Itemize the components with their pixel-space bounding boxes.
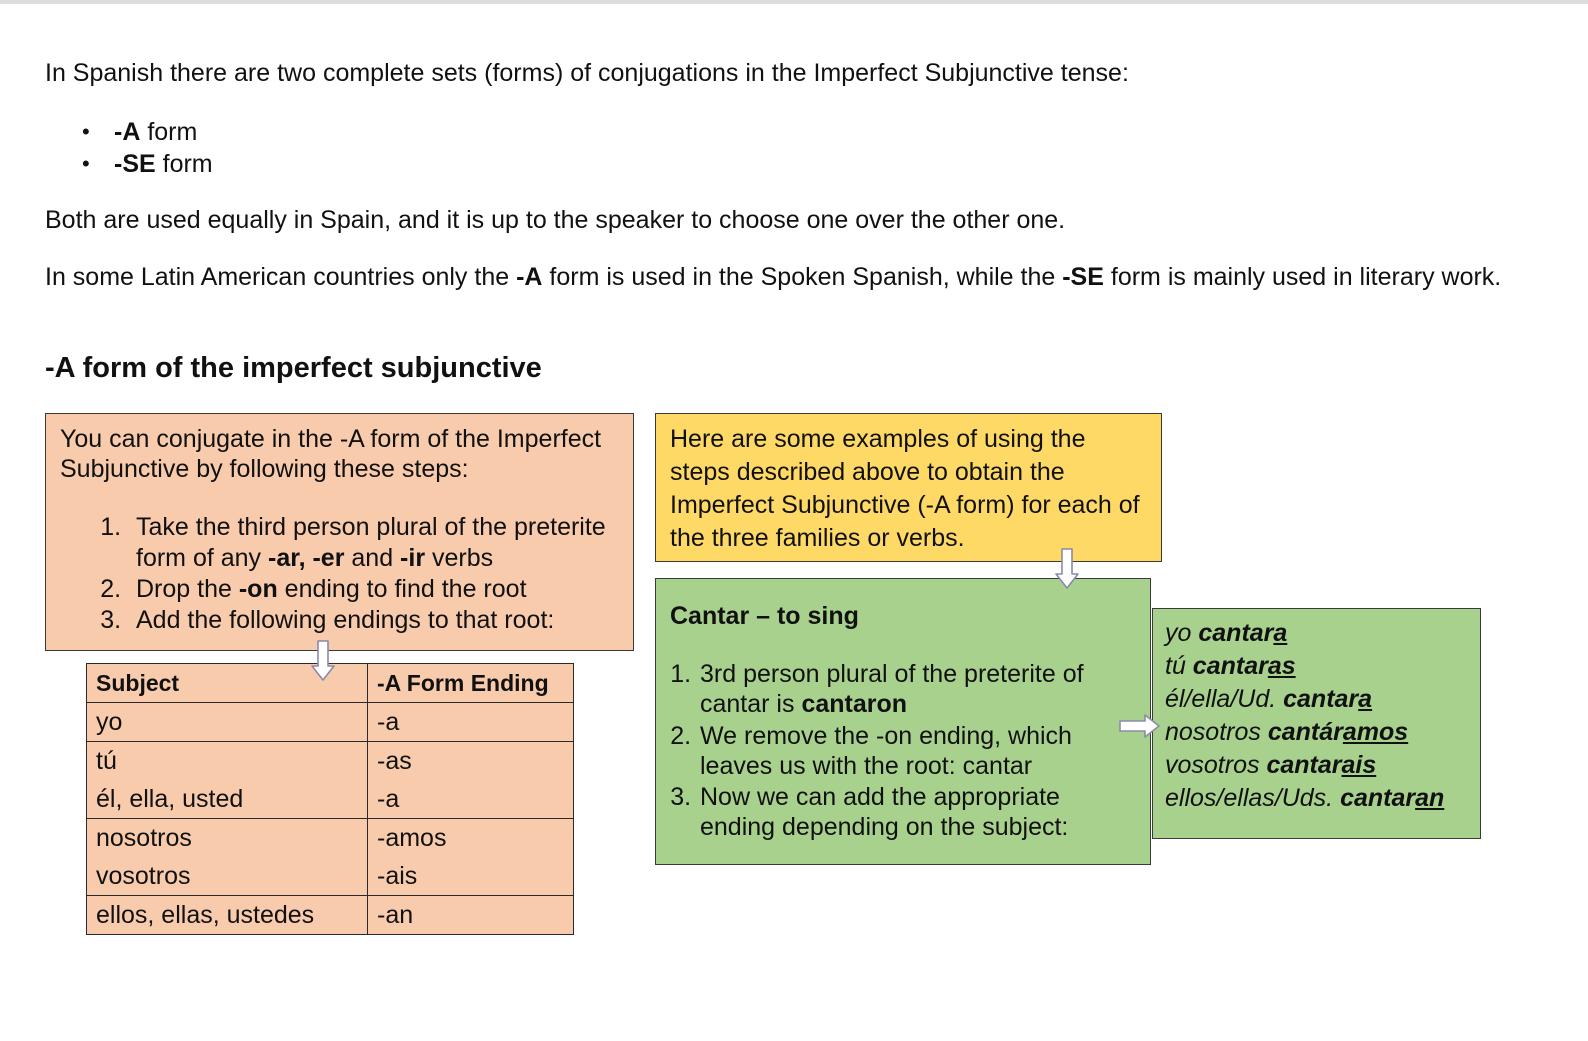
- subject-cell: tú: [87, 742, 368, 781]
- list-item: 2. We remove the -on ending, which leaves us with the root: cantar: [698, 721, 1136, 781]
- subject-cell: ellos, ellas, ustedes: [87, 896, 368, 935]
- subject-cell: yo: [87, 703, 368, 742]
- list-item: [698, 659, 1136, 719]
- conjugation-row: [1165, 617, 1468, 650]
- ending-cell: -as: [368, 742, 574, 781]
- text-run: Take the third person plural of the preterite form of any: [136, 513, 606, 572]
- cantar-title: Cantar – to sing: [670, 602, 859, 630]
- subject-cell: él, ella, usted: [87, 780, 368, 819]
- forms-list: [45, 116, 213, 180]
- pronoun: nosotros: [1165, 718, 1268, 746]
- list-item: 3. Now we can add the appropriate ending depending on the subject:: [698, 782, 1136, 842]
- spain-paragraph: Both are used equally in Spain, and it is up to the speaker to choose one over the other one.: [45, 206, 1066, 234]
- conjugation-row: [1165, 716, 1468, 749]
- verb-root: cantár: [1267, 718, 1343, 746]
- steps-intro: You can conjugate in the -A form of the Imperfect Subjunctive by following these steps:: [60, 425, 602, 483]
- endings-table: [86, 663, 574, 935]
- steps-box: [45, 413, 634, 651]
- verb-ending: as: [1267, 652, 1296, 680]
- ending-cell: -ais: [368, 857, 574, 896]
- text-run: 3rd person plural of the preterite of cantar is: [700, 660, 1084, 718]
- bullet-icon: •: [82, 151, 90, 176]
- text-run: Drop the: [136, 575, 239, 603]
- intro-paragraph: In Spanish there are two complete sets (forms) of conjugations in the Imperfect Subjunctive tense:: [45, 59, 1129, 87]
- cantar-steps: [670, 659, 1136, 842]
- conjugation-row: [1165, 650, 1468, 683]
- verb-ending: a: [1358, 685, 1373, 713]
- table-row: [87, 896, 574, 935]
- examples-text: Here are some examples of using the steps described above to obtain the Imperfect Subjunctive (-A form) for each of the three families or verbs.: [670, 425, 1140, 552]
- form-name: -A: [114, 118, 141, 146]
- subject-cell: nosotros: [87, 819, 368, 858]
- form-label: form: [140, 118, 198, 146]
- pronoun: tú: [1165, 652, 1193, 680]
- latam-paragraph: [45, 262, 1505, 293]
- ending-cell: -a: [368, 780, 574, 819]
- step-item: [128, 512, 619, 574]
- arrow-down-icon: [1054, 548, 1080, 590]
- text-bold: -on: [238, 575, 278, 603]
- verb-ending: amos: [1342, 718, 1409, 746]
- verb-root: cantar: [1283, 685, 1359, 713]
- verb-root: cantar: [1192, 652, 1268, 680]
- steps-list: [60, 512, 619, 636]
- ending-cell: -a: [368, 703, 574, 742]
- text-run: In some Latin American countries only the: [45, 263, 517, 291]
- text-bold: -A: [516, 263, 543, 291]
- text-bold: -SE: [1062, 263, 1104, 291]
- bullet-icon: •: [82, 119, 90, 144]
- list-item: [45, 148, 213, 180]
- text-run: ending to find the root: [277, 575, 527, 603]
- text-run: form is mainly used in literary work.: [1103, 263, 1502, 291]
- pronoun: él/ella/Ud.: [1165, 685, 1284, 713]
- text-bold: cantaron: [801, 690, 908, 718]
- form-label: form: [155, 150, 213, 178]
- verb-root: cantar: [1340, 784, 1416, 812]
- step-item: 3. Add the following endings to that root:: [128, 605, 619, 636]
- arrow-down-icon: [310, 640, 336, 682]
- text-bold: -ar, -er: [268, 544, 345, 572]
- arrow-right-icon: [1119, 712, 1161, 740]
- text-run: verbs: [425, 544, 494, 572]
- ending-cell: -amos: [368, 819, 574, 858]
- text-bold: -ir: [400, 544, 426, 572]
- table-row: [87, 780, 574, 819]
- table-row: [87, 703, 574, 742]
- verb-root: cantar: [1198, 619, 1274, 647]
- table-row: [87, 819, 574, 858]
- header-ending: -A Form Ending: [368, 664, 574, 703]
- table-row: [87, 857, 574, 896]
- conjugation-row: [1165, 782, 1468, 815]
- examples-box: [655, 413, 1162, 562]
- top-border: [0, 0, 1588, 4]
- pronoun: yo: [1165, 619, 1199, 647]
- conjugation-row: [1165, 749, 1468, 782]
- ending-cell: -an: [368, 896, 574, 935]
- header-subject: Subject: [87, 664, 368, 703]
- step-item: [128, 574, 619, 605]
- form-name: -SE: [114, 150, 156, 178]
- text-run: and: [344, 544, 401, 572]
- conjugation-box: [1152, 608, 1481, 839]
- pronoun: ellos/ellas/Uds.: [1165, 784, 1341, 812]
- list-item: [45, 116, 213, 148]
- verb-root: cantar: [1266, 751, 1342, 779]
- text-run: form is used in the Spoken Spanish, while the: [542, 263, 1063, 291]
- pronoun: vosotros: [1165, 751, 1267, 779]
- conjugation-row: [1165, 683, 1468, 716]
- verb-ending: an: [1415, 784, 1445, 812]
- cantar-box: [655, 578, 1151, 865]
- subject-cell: vosotros: [87, 857, 368, 896]
- verb-ending: a: [1273, 619, 1288, 647]
- section-heading: -A form of the imperfect subjunctive: [45, 352, 542, 384]
- table-row: [87, 742, 574, 781]
- verb-ending: ais: [1341, 751, 1377, 779]
